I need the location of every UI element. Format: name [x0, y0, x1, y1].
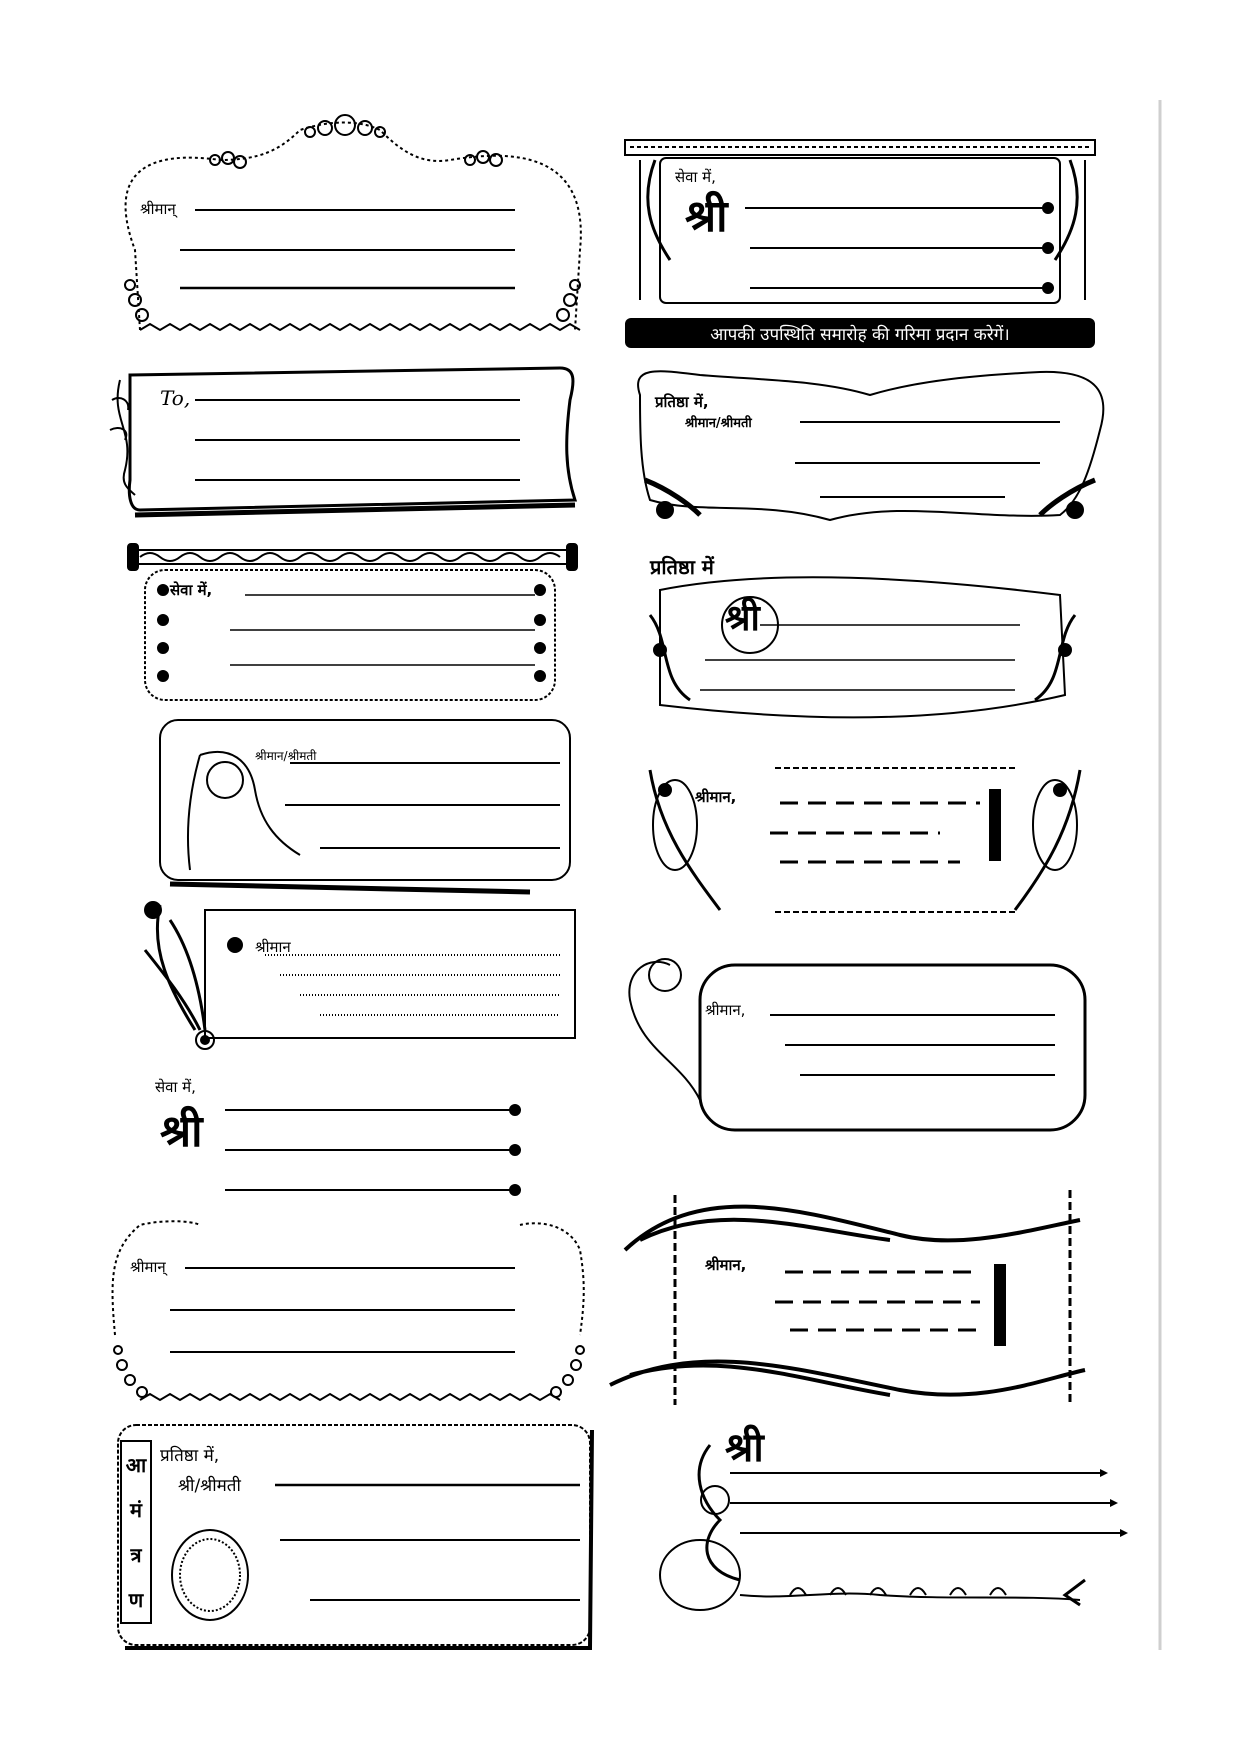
r4-label: श्रीमान, [695, 788, 737, 806]
r1-label: सेवा में, [675, 168, 716, 186]
card8-line1: प्रतिष्ठा में, [160, 1446, 220, 1466]
card1-label: श्रीमान् [140, 200, 176, 218]
r3-label: प्रतिष्ठा में [650, 555, 714, 579]
r5-label: श्रीमान, [705, 1001, 746, 1019]
card3-label: सेवा में, [170, 581, 213, 599]
card6-label: सेवा में, [155, 1078, 196, 1096]
card6-sri: श्री [160, 1106, 203, 1157]
card5-label: श्रीमान [255, 938, 291, 956]
r1-banner: आपकी उपस्थिति समारोह की गरिमा प्रदान करेगें। [625, 318, 1095, 348]
card4-label: श्रीमान/श्रीमती [255, 749, 317, 763]
vertical-letter: ण [128, 1588, 144, 1612]
card7-label: श्रीमान् [130, 1258, 166, 1276]
card8-vertical-word [120, 1440, 152, 1624]
r7-sri: श्री [725, 1424, 764, 1471]
r2-line2: श्रीमान/श्रीमती [685, 416, 752, 431]
r6-label: श्रीमान, [705, 1256, 747, 1274]
r1-sri: श्री [685, 191, 728, 242]
r3-sri: श्री [725, 597, 760, 639]
vertical-letter: त्र [130, 1543, 142, 1567]
vertical-letter: आ [125, 1453, 147, 1477]
card8-line2: श्री/श्रीमती [178, 1476, 241, 1496]
r2-line1: प्रतिष्ठा में, [655, 393, 709, 411]
card2-label: To, [160, 386, 191, 410]
vertical-letter: मं [130, 1498, 142, 1522]
